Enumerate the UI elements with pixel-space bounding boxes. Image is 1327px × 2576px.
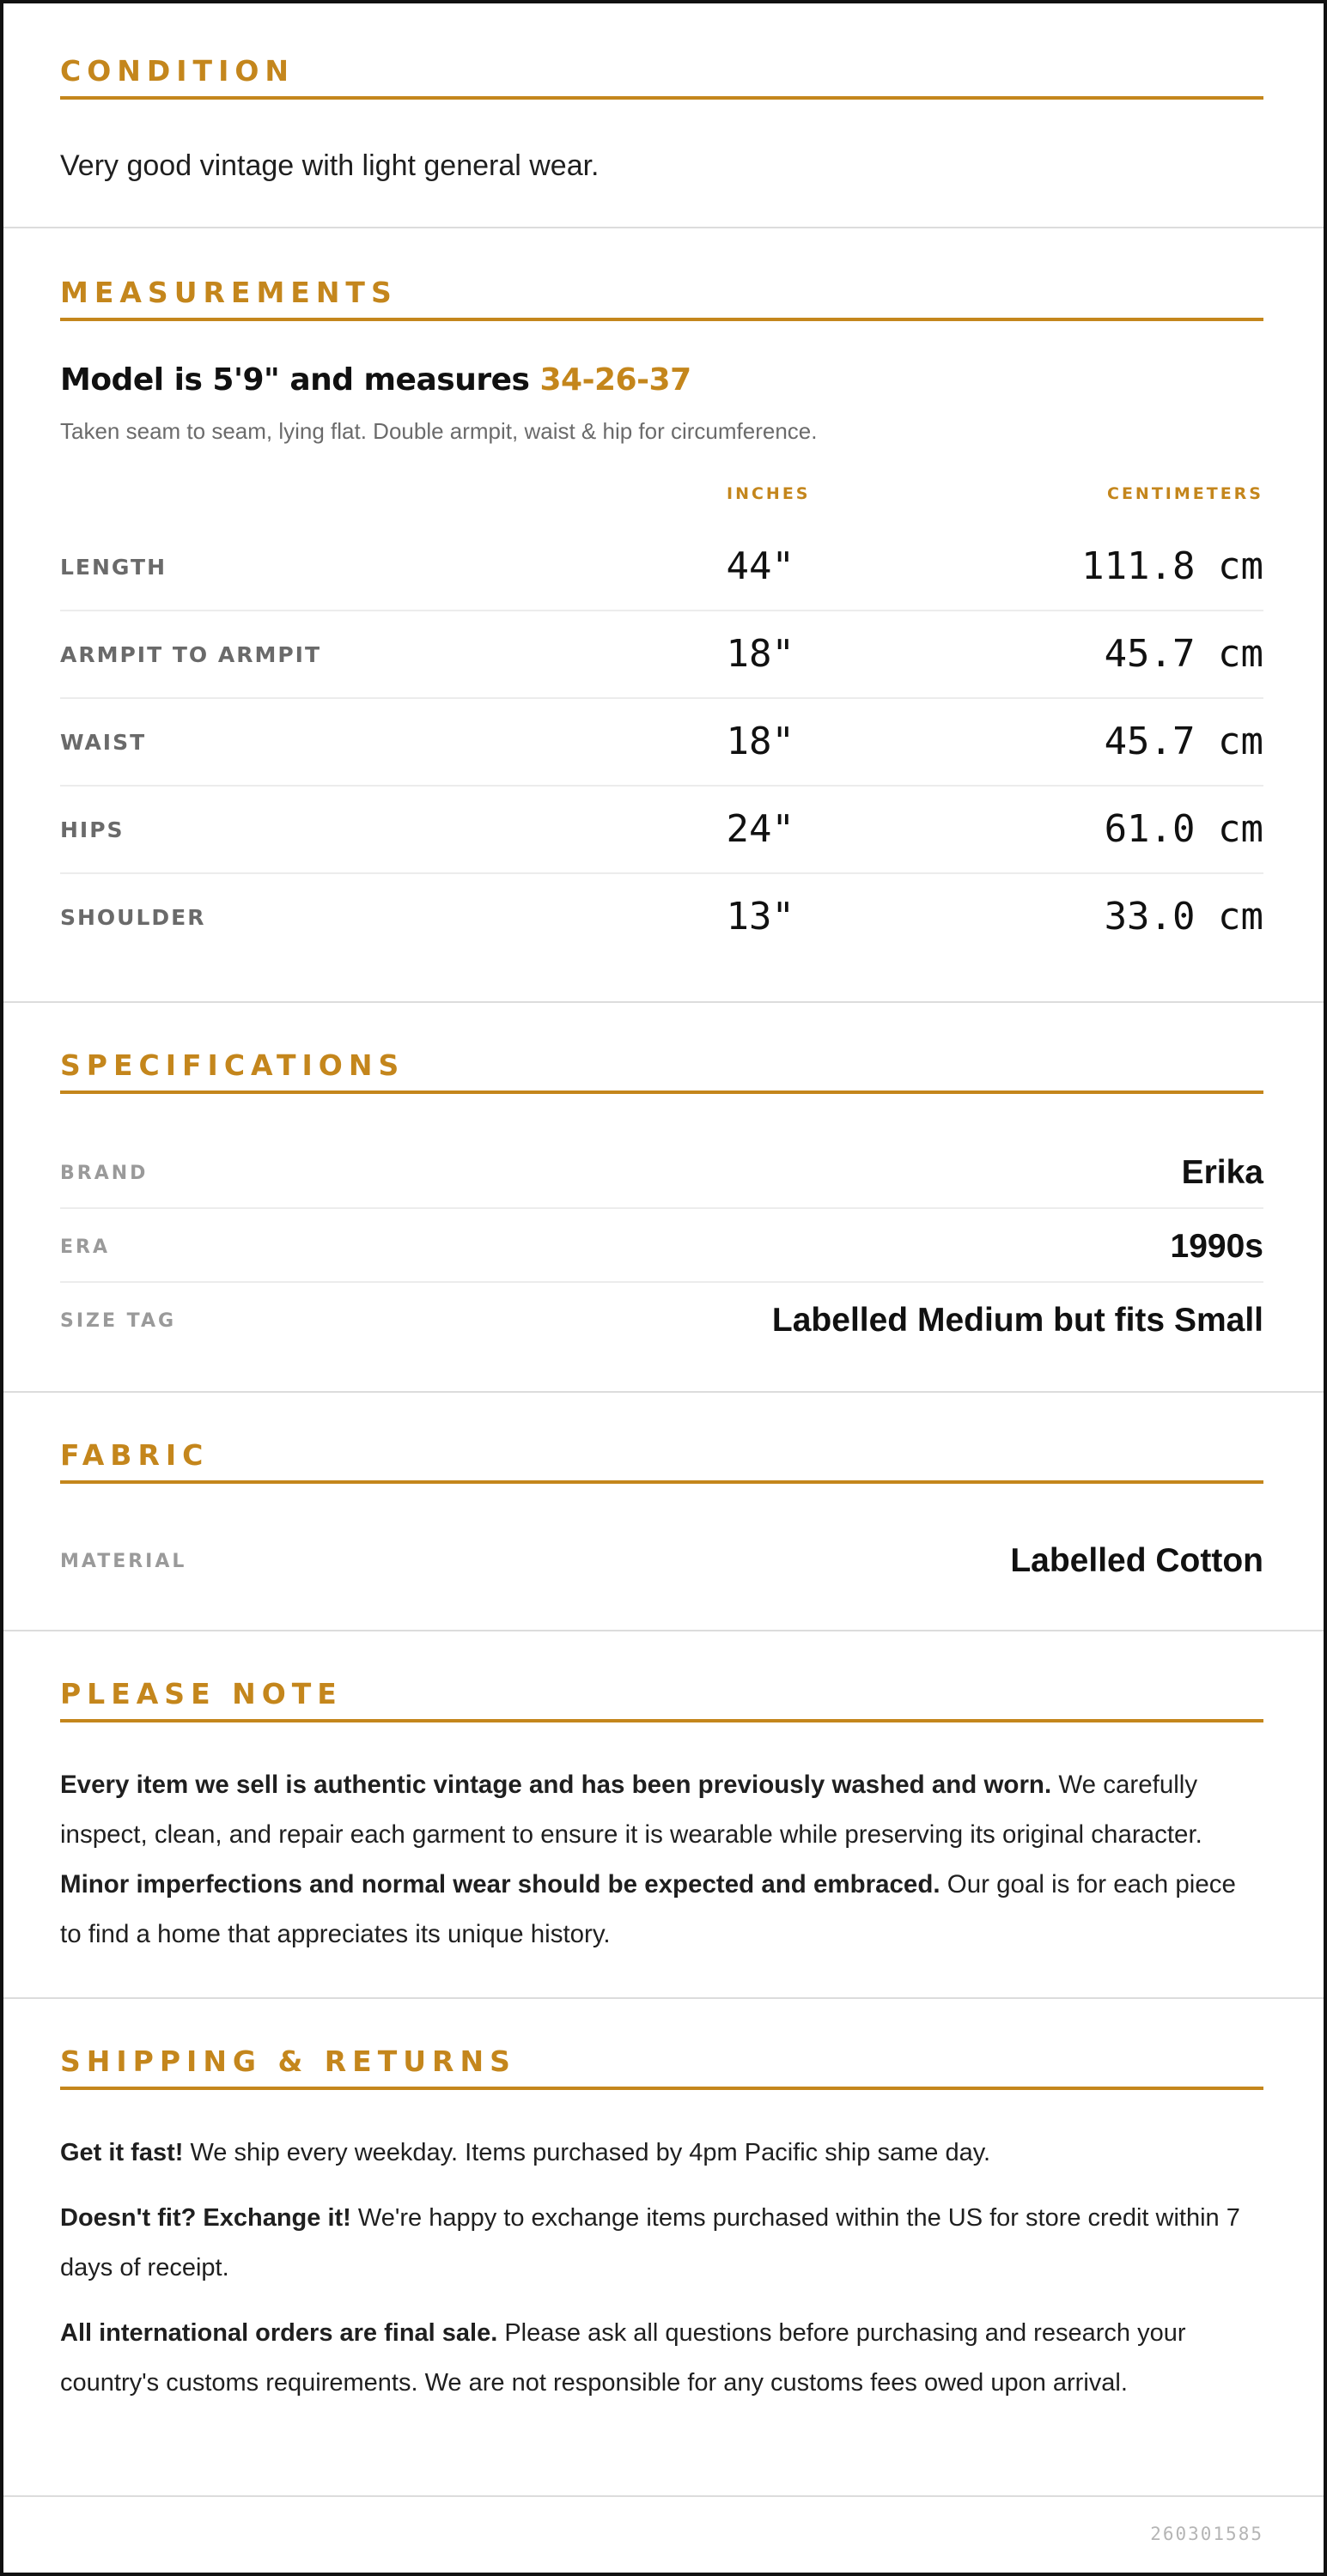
condition-section — [3, 3, 1324, 228]
shipping-text-2: We're happy to exchange items purchased within the US for store credit within 7 days of receipt. — [60, 2204, 1240, 2281]
spec-value: 1990s — [1170, 1228, 1263, 1265]
measurement-inches: 24" — [726, 807, 794, 851]
spec-row — [60, 1523, 1263, 1597]
spec-value: Labelled Medium but fits Small — [771, 1302, 1263, 1339]
spec-row — [60, 1209, 1263, 1283]
measurement-row — [60, 874, 1263, 962]
spec-value: Erika — [1181, 1154, 1263, 1191]
measurement-inches: 13" — [726, 895, 794, 939]
measurements-title: MEASUREMENTS — [60, 275, 1263, 321]
product-code: 260301585 — [1150, 2524, 1263, 2544]
spec-value: Labelled Cotton — [1010, 1542, 1263, 1579]
spec-row — [60, 1135, 1263, 1209]
spec-label: MATERIAL — [60, 1551, 187, 1572]
measurement-row — [60, 524, 1263, 611]
spec-label: ERA — [60, 1236, 110, 1258]
measurement-cm: 33.0 cm — [1104, 895, 1263, 939]
shipping-text-3: Please ask all questions before purchasing and research your country's customs requirements. We are not responsible for any customs fees owed upon arrival. — [60, 2319, 1186, 2397]
measurement-row — [60, 699, 1263, 787]
measurement-cm: 111.8 cm — [1081, 544, 1263, 588]
spec-label: SIZE TAG — [60, 1310, 177, 1332]
please-note-text-1: We carefully inspect, clean, and repair each garment to ensure it is wearable while preserving its original character. — [60, 1771, 1202, 1849]
please-note-bold-1: Every item we sell is authentic vintage and has been previously washed and worn. — [60, 1771, 1052, 1799]
please-note-text — [60, 1760, 1263, 1959]
column-header-centimeters: CENTIMETERS — [1107, 484, 1263, 503]
shipping-title: SHIPPING & RETURNS — [60, 2044, 1263, 2090]
column-header-inches: INCHES — [727, 484, 811, 503]
measurement-cm: 45.7 cm — [1104, 720, 1263, 763]
fabric-title: FABRIC — [60, 1437, 1263, 1484]
measurement-cm: 61.0 cm — [1104, 807, 1263, 851]
model-measures-value: 34-26-37 — [539, 362, 691, 398]
condition-title: CONDITION — [60, 53, 1263, 100]
measurement-label: ARMPIT TO ARMPIT — [60, 642, 322, 667]
spec-label: BRAND — [60, 1163, 149, 1184]
shipping-paragraph-2 — [60, 2193, 1263, 2293]
shipping-text-1: We ship every weekday. Items purchased by 4pm Pacific ship same day. — [183, 2139, 991, 2166]
please-note-title: PLEASE NOTE — [60, 1676, 1263, 1722]
shipping-bold-1: Get it fast! — [60, 2139, 184, 2166]
measurement-inches: 18" — [726, 632, 794, 676]
model-prefix: Model is 5'9" and measures — [60, 362, 540, 398]
measurement-row — [60, 611, 1263, 699]
measurement-label: LENGTH — [60, 555, 167, 580]
spec-row — [60, 1283, 1263, 1357]
condition-text: Very good vintage with light general wear. — [60, 149, 600, 182]
shipping-section — [3, 1999, 1324, 2497]
please-note-bold-2: Minor imperfections and normal wear should be expected and embraced. — [60, 1870, 940, 1899]
shipping-paragraph-3 — [60, 2308, 1263, 2408]
please-note-text-2: Our goal is for each piece to find a home that appreciates its unique history. — [60, 1870, 1236, 1948]
model-measurements — [60, 362, 691, 398]
shipping-paragraph-1 — [60, 2128, 1263, 2178]
measurement-row — [60, 787, 1263, 874]
specifications-title: SPECIFICATIONS — [60, 1048, 1263, 1094]
measurement-inches: 18" — [726, 720, 794, 763]
shipping-bold-2: Doesn't fit? Exchange it! — [60, 2204, 351, 2232]
please-note-section — [3, 1631, 1324, 1999]
measurement-cm: 45.7 cm — [1104, 632, 1263, 676]
measurement-note: Taken seam to seam, lying flat. Double armpit, waist & hip for circumference. — [60, 418, 818, 444]
measurement-inches: 44" — [726, 544, 794, 588]
measurement-label: WAIST — [60, 730, 147, 755]
shipping-bold-3: All international orders are final sale. — [60, 2319, 498, 2347]
measurement-label: HIPS — [60, 817, 125, 842]
measurement-label: SHOULDER — [60, 905, 206, 930]
